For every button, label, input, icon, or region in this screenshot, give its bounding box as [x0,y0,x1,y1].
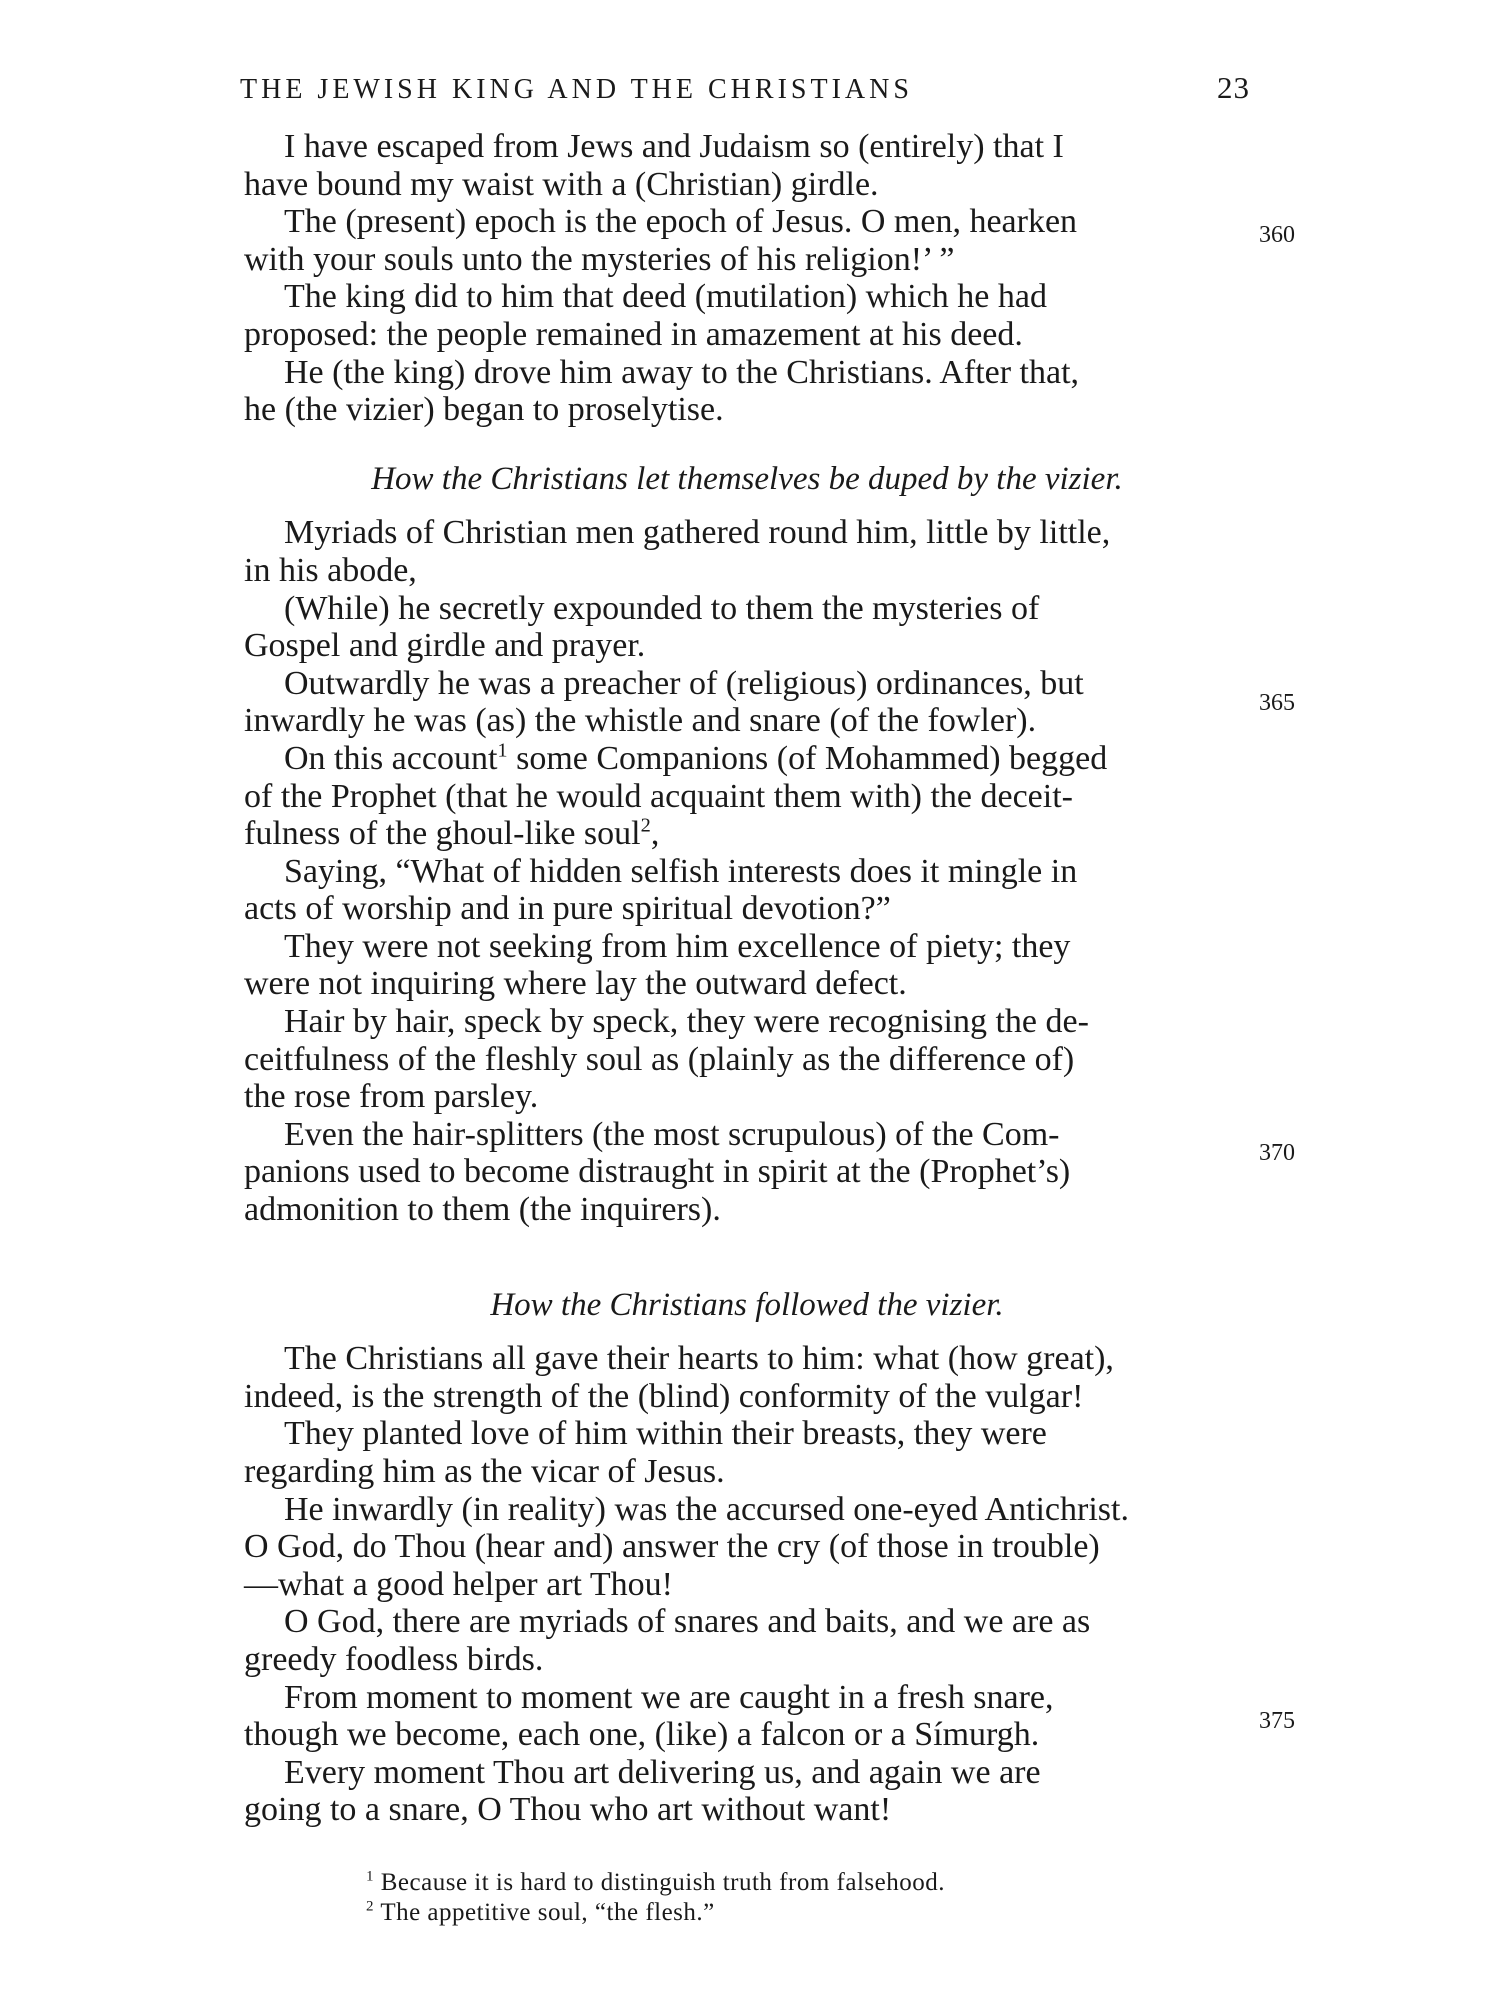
verse [244,203,1250,278]
verse-text: some Companions (of Mohammed) begged [507,739,1108,777]
poem-text [244,128,1250,1829]
verse-line [244,740,1250,778]
verse-line: indeed, is the strength of the (blind) conformity of the vulgar! [244,1377,1084,1415]
verse-line: From moment to moment we are caught in a fresh snare, [284,1678,1054,1716]
line-number: 370 [1259,1140,1295,1166]
verse [244,514,1250,589]
verse-line: Saying, “What of hidden selfish interests does it mingle in [284,852,1078,890]
verse-line: Myriads of Christian men gathered round him, little by little, [284,514,1111,552]
verse-line: O God, do Thou (hear and) answer the cry (of those in trouble) [244,1528,1100,1566]
verse-line: inwardly he was (as) the whistle and snare (of the fowler). [244,702,1037,740]
verse [244,1415,1250,1490]
verse-line: he (the vizier) began to proselytise. [244,391,724,429]
verse-line: of the Prophet (that he would acquaint them with) the deceit- [244,777,1073,815]
verse [244,590,1250,665]
section-heading: How the Christians let themselves be duped by the vizier. [371,460,1123,497]
verse-line: The king did to him that deed (mutilation) which he had [284,278,1047,316]
verse-line: Gospel and girdle and prayer. [244,627,646,665]
footnote-text: The appetitive soul, “the flesh.” [380,1899,715,1926]
verse-line: greedy foodless birds. [244,1640,544,1678]
verse [244,740,1250,853]
verse-text: On this account [284,739,498,777]
verse [244,1340,1250,1415]
verse [244,1491,1250,1604]
verse-line: admonition to them (the inquirers). [244,1191,721,1229]
verse-line: He inwardly (in reality) was the accursed one-eyed Antichrist. [284,1490,1129,1528]
page-number: 23 [1217,70,1250,105]
verse-line: the rose from parsley. [244,1078,539,1116]
verse-line: Even the hair-splitters (the most scrupulous) of the Com- [284,1115,1060,1153]
line-number: 365 [1259,690,1295,716]
verse-line: going to a snare, O Thou who art without want! [244,1791,892,1829]
verse-line: Every moment Thou art delivering us, and again we are [284,1753,1041,1791]
verse [244,1116,1250,1229]
verse-line: proposed: the people remained in amazement at his deed. [244,315,1023,353]
verse-line [244,815,1250,853]
footnotes [366,1868,945,1928]
verse [244,278,1250,353]
verse-line: though we become, each one, (like) a falcon or a Símurgh. [244,1716,1040,1754]
verse-line: in his abode, [244,551,417,589]
verse-line: ceitfulness of the fleshly soul as (plainly as the difference of) [244,1040,1075,1078]
verse-line: They were not seeking from him excellence of piety; they [284,927,1071,965]
verse-line: He (the king) drove him away to the Christians. After that, [284,353,1080,391]
verse-line: Outwardly he was a preacher of (religious) ordinances, but [284,664,1084,702]
line-number: 375 [1259,1708,1295,1734]
verse [244,853,1250,928]
verse-text: , [650,815,660,853]
verse-line: Hair by hair, speck by speck, they were recognising the de- [284,1003,1089,1041]
verse-line: —what a good helper art Thou! [244,1565,673,1603]
footnote-mark: 1 [497,739,508,762]
section-heading: How the Christians followed the vizier. [490,1286,1004,1323]
verse [244,928,1250,1003]
verse-line: The (present) epoch is the epoch of Jesus. O men, hearken [284,203,1078,241]
running-header [240,70,1250,106]
footnote-mark: 2 [640,814,651,837]
verse [244,1679,1250,1754]
verse-line: with your souls unto the mysteries of his religion!’ ” [244,240,955,278]
footnote [366,1868,945,1898]
verse-line: have bound my waist with a (Christian) girdle. [244,165,879,203]
verse [244,128,1250,203]
verse-line: were not inquiring where lay the outward defect. [244,965,907,1003]
footnote-mark: 2 [366,1898,374,1915]
verse [244,665,1250,740]
verse [244,1754,1250,1829]
footnote [366,1898,945,1928]
verse-line: panions used to become distraught in spirit at the (Prophet’s) [244,1153,1071,1191]
verse [244,1603,1250,1678]
verse-line: (While) he secretly expounded to them the mysteries of [284,589,1040,627]
footnote-mark: 1 [366,1868,374,1885]
verse [244,354,1250,429]
verse-line: The Christians all gave their hearts to him: what (how great), [284,1340,1114,1378]
verse-line: O God, there are myriads of snares and baits, and we are as [284,1603,1091,1641]
footnote-text: Because it is hard to distinguish truth from falsehood. [380,1869,945,1896]
verse-line: I have escaped from Jews and Judaism so (entirely) that I [284,128,1064,165]
verse-line: regarding him as the vicar of Jesus. [244,1453,725,1490]
line-number: 360 [1259,222,1295,248]
verse-line: acts of worship and in pure spiritual devotion?” [244,890,891,928]
verse-text: fulness of the ghoul-like soul [244,815,641,853]
running-title: THE JEWISH KING AND THE CHRISTIANS [240,74,913,105]
verse-line: They planted love of him within their breasts, they were [284,1415,1047,1453]
verse [244,1003,1250,1116]
